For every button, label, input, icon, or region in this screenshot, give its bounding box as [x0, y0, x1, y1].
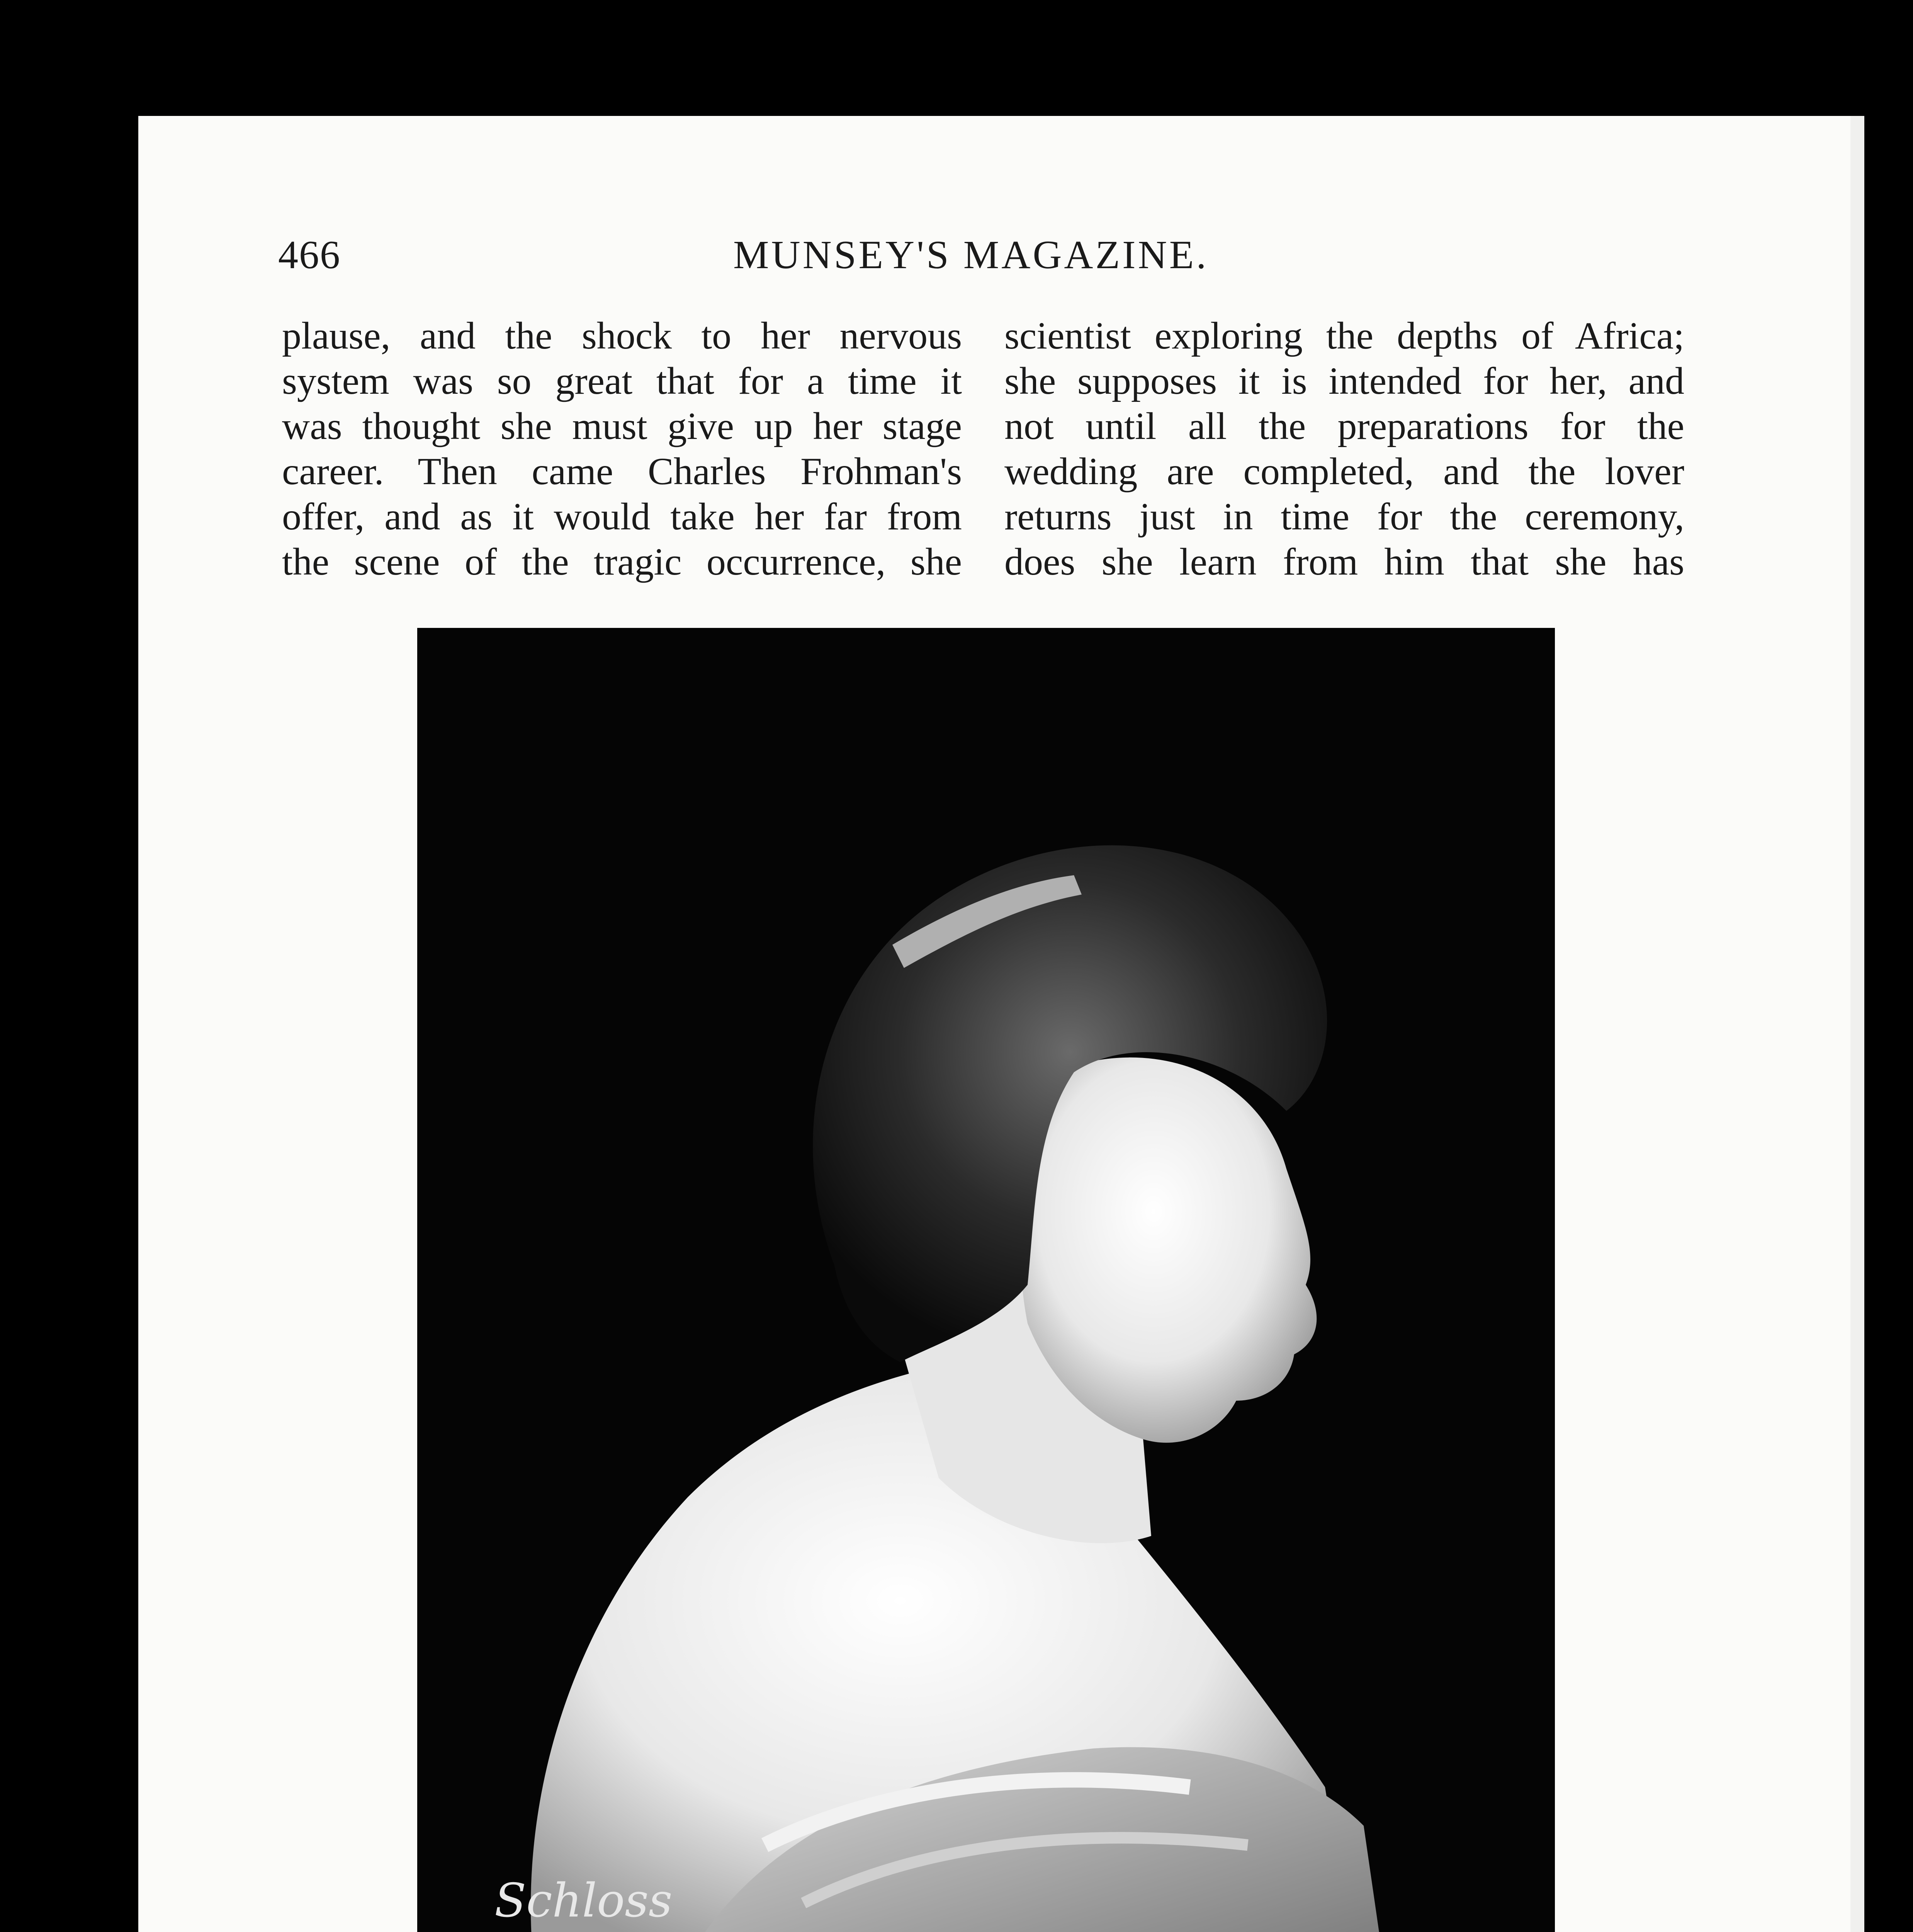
- page-number: 466: [278, 233, 341, 277]
- text-line: career. Then came Charles Frohman's: [282, 450, 962, 493]
- page-header: [138, 232, 1863, 286]
- text-line: returns just in time for the ceremony,: [1004, 495, 1684, 538]
- paragraph: [282, 313, 962, 584]
- portrait-photograph: [417, 628, 1555, 1932]
- text-line: offer, and as it would take her far from: [282, 495, 962, 538]
- running-title: MUNSEY'S MAGAZINE.: [733, 233, 1209, 277]
- page-edge: [1850, 116, 1864, 1932]
- text-line: does she learn from him that she has: [1004, 540, 1684, 583]
- photographer-signature: Schloss: [494, 1874, 673, 1928]
- paragraph: [1004, 313, 1684, 584]
- text-line: not until all the preparations for the: [1004, 405, 1684, 447]
- text-line: the scene of the tragic occurrence, she: [282, 540, 962, 583]
- text-line: she supposes it is intended for her, and: [1004, 359, 1684, 402]
- text-line: system was so great that for a time it: [282, 359, 962, 402]
- text-line: wedding are completed, and the lover: [1004, 450, 1684, 493]
- text-line: plause, and the shock to her nervous: [282, 314, 962, 357]
- portrait-illustration: [417, 628, 1555, 1932]
- text-line: was thought she must give up her stage: [282, 405, 962, 447]
- text-line: scientist exploring the depths of Africa;: [1004, 314, 1684, 357]
- column-top-right: [1004, 313, 1684, 584]
- column-top-left: [282, 313, 962, 584]
